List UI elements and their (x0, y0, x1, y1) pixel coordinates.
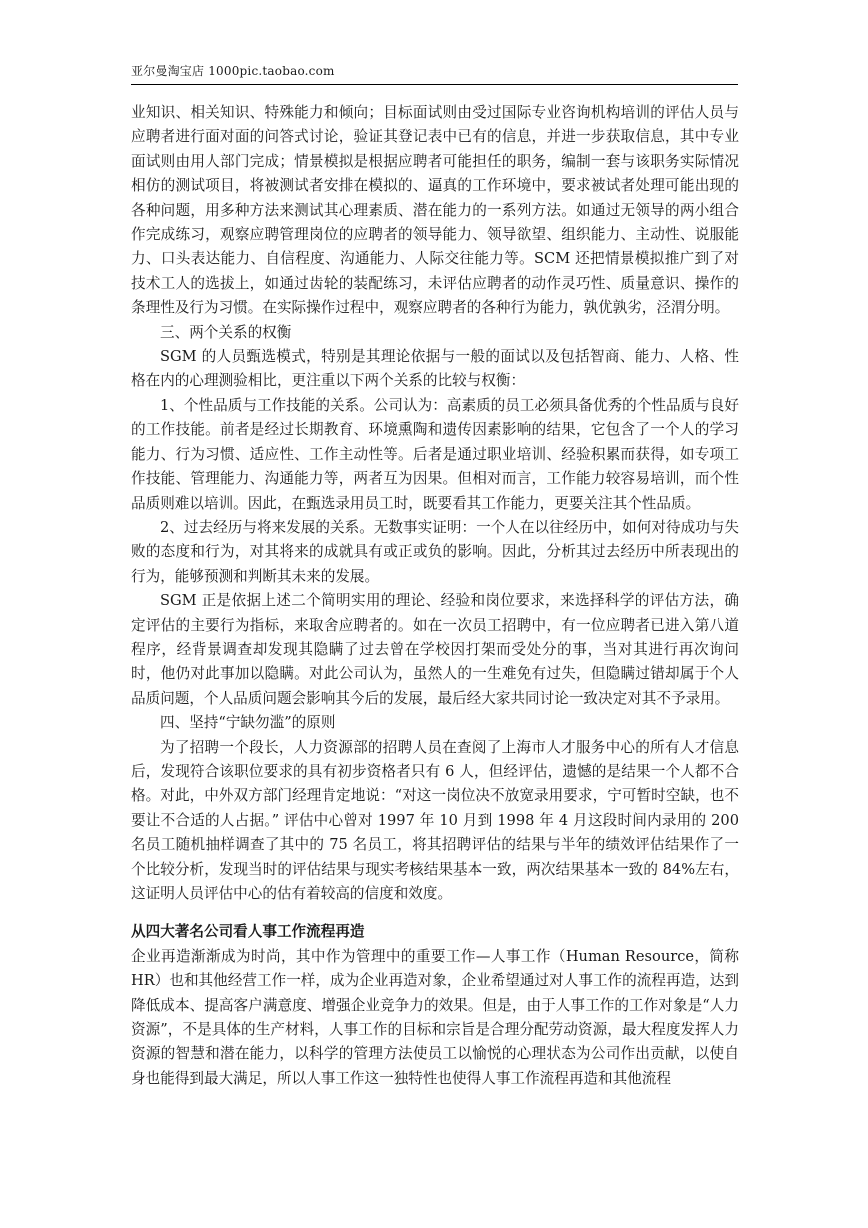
header-text: 亚尔曼淘宝店 1000pic.taobao.com (131, 64, 335, 78)
section-heading-two-relations: 三、两个关系的权衡 (160, 323, 292, 341)
document-body (131, 101, 739, 1091)
paragraph-sgm-model: SGM 的人员甄选模式，特别是其理论依据与一般的面试以及包括智商、能力、人格、性格在内的心理测验相比，更注重以下两个关系的比较与权衡： (131, 348, 739, 390)
paragraph-past-future: 2、过去经历与将来发展的关系。无数事实证明：一个人在以往经历中，如何对待成功与失败的态度和行为，对其将来的成就具有或正或负的影响。因此，分析其过去经历中所表现出的行为，能够预测和判断其未来的发展。 (131, 518, 739, 585)
page-header (131, 62, 738, 85)
paragraph-sgm-example: SGM 正是依据上述二个简明实用的理论、经验和岗位要求，来选择科学的评估方法，确定评估的主要行为指标，来取舍应聘者的。如在一次员工招聘中，有一位应聘者已进入第八道程序，经背景调查却发现其隐瞒了过去曾在学校因打架而受处分的事，当对其进行再次询问时，他仍对此事加以隐瞒。对此公司认为，虽然人的一生难免有过失，但隐瞒过错却属于个人品质问题，个人品质问题会影响其今后的发展，最后经大家共同讨论一致决定对其不予录用。 (131, 592, 739, 707)
paragraph-recruitment-case: 为了招聘一个段长，人力资源部的招聘人员在查阅了上海市人才服务中心的所有人才信息后，发现符合该职位要求的具有初步资格者只有 6 人，但经评估，遗憾的是结果一个人都不合格。对此，中外双方部门经理肯定地说：“对这一岗位决不放宽录用要求，宁可暂时空缺，也不要让不合适的人占据。” 评估中心曾对 1997 年 10 月到 1998 年 4 月这段时间内录用的 200 名员工随机抽样调查了其中的 75 名员工，将其招聘评估的结果与半年的绩效评估结果作了一个比较分析，发现当时的评估结果与现实考核结果基本一致，两次结果基本一致的 84%左右，这证明人员评估中心的估有着较高的信度和效度。 (131, 738, 739, 902)
paragraph-hr-reengineering: 企业再造渐渐成为时尚，其中作为管理中的重要工作—人事工作（Human Resource，简称 HR）也和其他经营工作一样，成为企业再造对象，企业希望通过对人事工作的流程再造，达到降低成本、提高客户满意度、增强企业竞争力的效果。但是，由于人事工作的工作对象是“人力资源”，不是具体的生产材料，人事工作的目标和宗旨是合理分配劳动资源，最大程度发挥人力资源的智慧和潜在能力，以科学的管理方法使员工以愉悦的心理状态为公司作出贡献，以使自身也能得到最大满足，所以人事工作这一独特性也使得人事工作流程再造和其他流程 (131, 947, 739, 1087)
article-title: 从四大著名公司看人事工作流程再造 (131, 923, 365, 941)
section-heading-principle: 四、坚持“宁缺勿滥”的原则 (160, 714, 336, 732)
paragraph-methods-continued: 业知识、相关知识、特殊能力和倾向；目标面试则由受过国际专业咨询机构培训的评估人员与应聘者进行面对面的问答式讨论，验证其登记表中已有的信息，并进一步获取信息，其中专业面试则由用人部门完成；情景模拟是根据应聘者可能担任的职务，编制一套与该职务实际情况相仿的测试项目，将被测试者安排在模拟的、逼真的工作环境中，要求被试者处理可能出现的各种问题，用多种方法来测试其心理素质、潜在能力的一系列方法。如通过无领导的两小组合作完成练习，观察应聘管理岗位的应聘者的领导能力、领导欲望、组织能力、主动性、说服能力、口头表达能力、自信程度、沟通能力、人际交往能力等。SCM 还把情景模拟推广到了对技术工人的选拔上，如通过齿轮的装配练习，未评估应聘者的动作灵巧性、质量意识、操作的条理性及行为习惯。在实际操作过程中，观察应聘者的各种行为能力，孰优孰劣，泾渭分明。 (131, 104, 739, 317)
paragraph-personality-skills: 1、个性品质与工作技能的关系。公司认为：高素质的员工必须具备优秀的个性品质与良好的工作技能。前者是经过长期教育、环境熏陶和遗传因素影响的结果，它包含了一个人的学习能力、行为习惯、适应性、工作主动性等。后者是通过职业培训、经验积累而获得，如专项工作技能、管理能力、沟通能力等，两者互为因果。但相对而言，工作能力较容易培训，而个性品质则难以培训。因此，在甄选录用员工时，既要看其工作能力，更要关注其个性品质。 (131, 396, 739, 512)
